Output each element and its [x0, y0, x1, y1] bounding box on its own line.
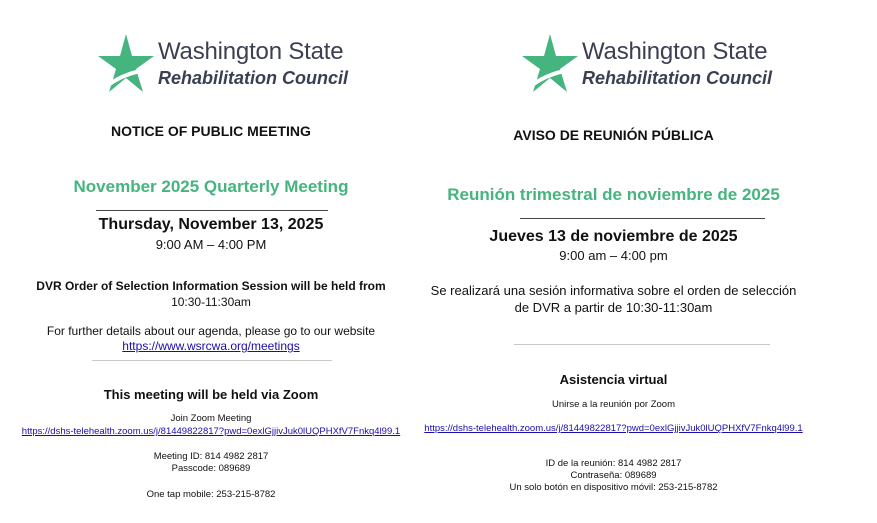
meeting-date: Thursday, November 13, 2025 [98, 216, 324, 233]
notice-heading: AVISO DE REUNIÓN PÚBLICA [513, 127, 714, 143]
meeting-title: Reunión trimestral de noviembre de 2025 [447, 185, 780, 204]
zoom-heading: This meeting will be held via Zoom [103, 387, 319, 402]
notice-heading: NOTICE OF PUBLIC MEETING [111, 123, 311, 139]
one-tap-mobile: One tap mobile: 253-215-8782 [146, 489, 276, 500]
details-text: For further details about our agenda, please go to our website [46, 324, 376, 338]
logo-line2: Rehabilitation Council [158, 68, 349, 88]
meeting-id: ID de la reunión: 814 4982 2817 [545, 458, 682, 469]
session-line1: Se realizará una sesión informativa sobre el orden de selección [430, 283, 797, 298]
section-divider [514, 344, 770, 345]
meeting-title: November 2025 Quarterly Meeting [73, 177, 349, 196]
zoom-link[interactable]: https://dshs-telehealth.zoom.us/j/81449822817?pwd=0exlGjjivJuk0lUQPHXfV7Fnkq4l99.1 [424, 423, 803, 434]
meeting-date: Jueves 13 de noviembre de 2025 [489, 228, 738, 245]
star-logo-icon [96, 30, 158, 100]
zoom-heading: Asistencia virtual [559, 372, 668, 387]
session-line2: de DVR a partir de 10:30-11:30am [514, 300, 713, 315]
meeting-id: Meeting ID: 814 4982 2817 [153, 451, 269, 462]
logo-line1: Washington State [158, 38, 344, 65]
passcode: Contraseña: 089689 [570, 470, 657, 481]
zoom-link[interactable]: https://dshs-telehealth.zoom.us/j/81449822817?pwd=0exlGjjivJuk0lUQPHXfV7Fnkq4l99.1 [21, 426, 401, 437]
title-divider [96, 210, 328, 211]
join-zoom-label: Unirse a la reunión por Zoom [551, 399, 676, 410]
website-link[interactable]: https://www.wsrcwa.org/meetings [122, 339, 300, 353]
logo-line2: Rehabilitation Council [582, 68, 773, 88]
spanish-notice [424, 0, 877, 523]
join-zoom-label: Join Zoom Meeting [170, 413, 252, 424]
session-title: DVR Order of Selection Information Session will be held from [36, 279, 386, 293]
session-time: 10:30-11:30am [171, 295, 251, 309]
english-notice [0, 0, 422, 523]
wsrc-logo [96, 30, 376, 102]
one-tap-mobile: Un solo botón en dispositivo móvil: 253-215-8782 [509, 482, 718, 493]
title-divider [520, 218, 765, 219]
section-divider [92, 360, 332, 361]
passcode: Passcode: 089689 [171, 463, 251, 474]
star-logo-icon [520, 30, 582, 100]
logo-line1: Washington State [582, 38, 768, 65]
meeting-time: 9:00 AM – 4:00 PM [155, 237, 267, 252]
meeting-time: 9:00 am – 4:00 pm [559, 248, 668, 263]
wsrc-logo-es [520, 30, 810, 102]
